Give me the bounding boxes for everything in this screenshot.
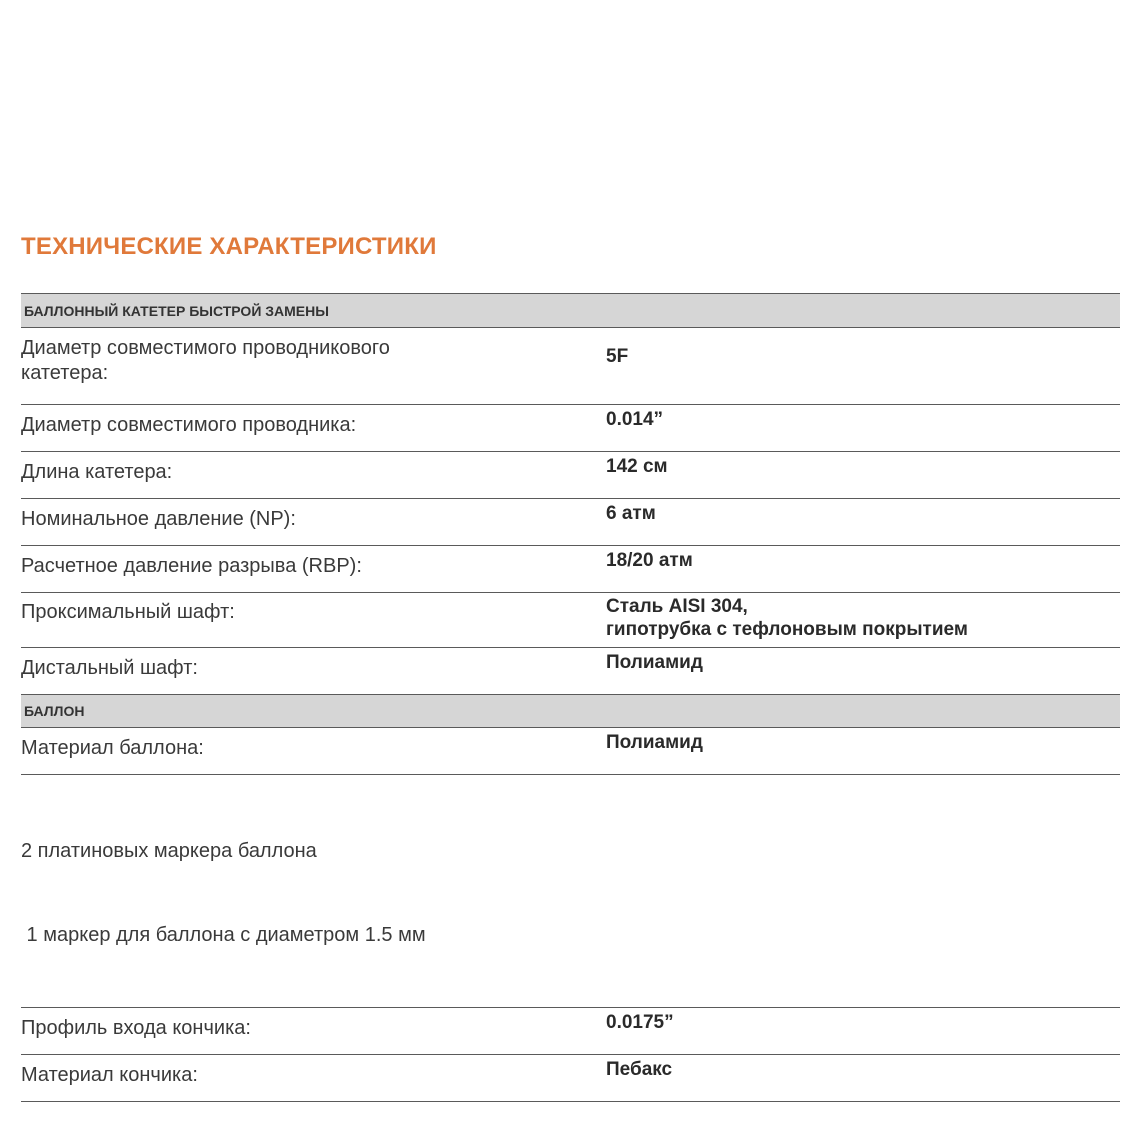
spec-table (21, 293, 1120, 1102)
table-row (21, 328, 1120, 405)
param-value: 142 см (606, 452, 1120, 499)
table-row (21, 452, 1120, 499)
param-value: Сталь AISI 304, гипотрубка с тефлоновым покрытием (606, 593, 1120, 648)
param-label: Материал кончика: (21, 1055, 606, 1102)
param-label: Материал баллона: (21, 728, 606, 775)
section-header-label: БАЛЛОННЫЙ КАТЕТЕР БЫСТРОЙ ЗАМЕНЫ (21, 294, 1120, 328)
param-label: Проксимальный шафт: (21, 593, 606, 648)
param-value: Полиамид (606, 648, 1120, 695)
table-row (21, 1008, 1120, 1055)
section-header-balloon (21, 695, 1120, 728)
param-value (606, 775, 1120, 1008)
param-label: Профиль входа кончика: (21, 1008, 606, 1055)
section-header-catheter (21, 294, 1120, 328)
table-row (21, 648, 1120, 695)
param-label: Дистальный шафт: (21, 648, 606, 695)
param-label: 2 платиновых маркера баллона 1 маркер для баллона с диаметром 1.5 мм (21, 775, 606, 1008)
param-value: 6 атм (606, 499, 1120, 546)
param-value: 5F (606, 328, 1120, 405)
table-row (21, 405, 1120, 452)
param-label: Диаметр совместимого проводникового катетера: (21, 328, 606, 405)
param-label: Длина катетера: (21, 452, 606, 499)
param-value: 0.0175” (606, 1008, 1120, 1055)
page-title: ТЕХНИЧЕСКИЕ ХАРАКТЕРИСТИКИ (21, 233, 437, 260)
param-value: 0.014” (606, 405, 1120, 452)
section-header-label: БАЛЛОН (21, 695, 1120, 728)
param-label: Диаметр совместимого проводника: (21, 405, 606, 452)
table-row (21, 546, 1120, 593)
table-row (21, 728, 1120, 775)
param-label: Номинальное давление (NP): (21, 499, 606, 546)
table-row (21, 593, 1120, 648)
param-value: 18/20 атм (606, 546, 1120, 593)
table-row (21, 499, 1120, 546)
table-row (21, 775, 1120, 1008)
param-value: Пебакс (606, 1055, 1120, 1102)
param-label: Расчетное давление разрыва (RBP): (21, 546, 606, 593)
param-value: Полиамид (606, 728, 1120, 775)
table-row (21, 1055, 1120, 1102)
